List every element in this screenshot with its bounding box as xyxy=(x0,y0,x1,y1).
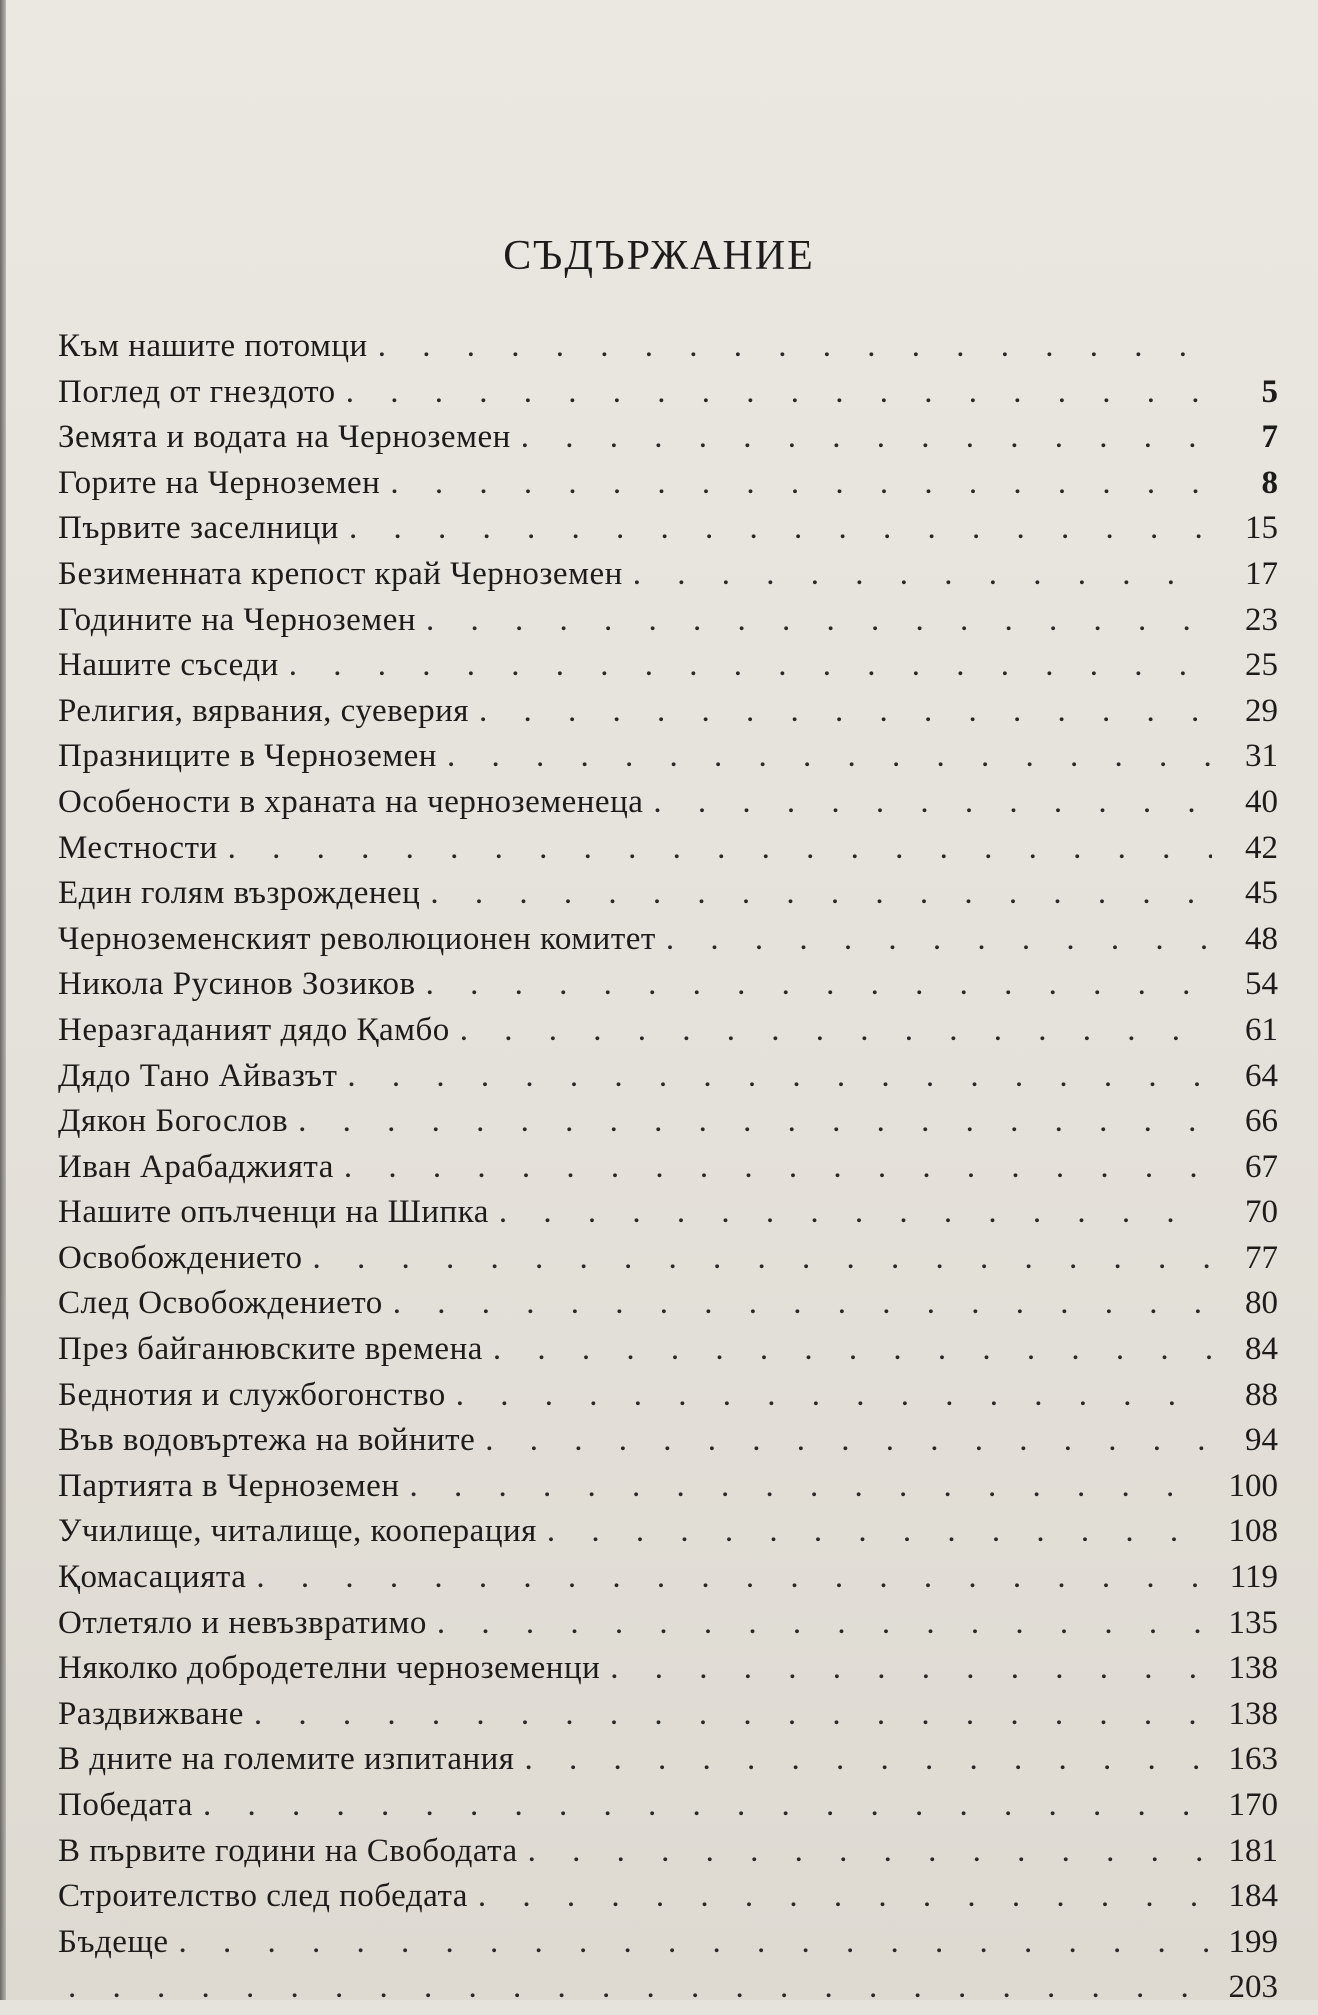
toc-entry xyxy=(58,374,1278,420)
toc-entry-title: Безименната крепост край Черноземен xyxy=(58,555,623,592)
toc-entry-title: Поглед от гнездото xyxy=(58,373,336,410)
toc-entry-title: Отлетяло и невъзвратимо xyxy=(58,1604,427,1641)
toc-entry-title: Нашите опълченци на Шипка xyxy=(58,1194,489,1231)
toc-entry xyxy=(58,693,1278,739)
toc-entry-title: Особености в храната на черноземенеца xyxy=(58,783,644,820)
toc-dot-leader xyxy=(633,556,1212,593)
toc-entry xyxy=(58,1924,1278,1970)
toc-dot-leader xyxy=(298,1103,1212,1140)
toc-entry-page: 42 xyxy=(1245,829,1278,866)
toc-entry xyxy=(58,465,1278,511)
toc-entry-page: 25 xyxy=(1245,647,1278,684)
toc-dot-leader xyxy=(344,1149,1212,1186)
toc-entry xyxy=(58,1285,1278,1331)
toc-entry-page: 70 xyxy=(1245,1194,1278,1231)
toc-entry xyxy=(58,1787,1278,1833)
toc-dot-leader xyxy=(426,602,1212,639)
toc-dot-leader xyxy=(521,419,1212,456)
toc-entry xyxy=(58,602,1278,648)
toc-entry xyxy=(58,1194,1278,1240)
toc-entry-page: 135 xyxy=(1228,1604,1278,1641)
toc-entry xyxy=(58,1468,1278,1514)
toc-entry xyxy=(58,556,1278,602)
toc-dot-leader xyxy=(456,1377,1212,1414)
toc-entry xyxy=(58,1377,1278,1423)
toc-dot-leader xyxy=(479,693,1212,730)
toc-entry-page: 64 xyxy=(1245,1057,1278,1094)
toc-entry-page: 67 xyxy=(1245,1148,1278,1185)
toc-dot-leader xyxy=(203,1787,1212,1824)
toc-entry-title: Неразгаданият дядо Қамбо xyxy=(58,1011,450,1048)
toc-entry-title: Қомасацията xyxy=(58,1559,247,1596)
toc-entry-page: 84 xyxy=(1245,1331,1278,1368)
toc-entry-title: Партията в Черноземен xyxy=(58,1467,400,1504)
toc-entry xyxy=(58,1878,1278,1924)
toc-entry-title: Местности xyxy=(58,829,218,866)
toc-entry-page: 17 xyxy=(1245,555,1278,592)
toc-entry xyxy=(58,647,1278,693)
toc-entry-title: Горите на Черноземен xyxy=(58,464,381,501)
toc-entry-title: Бъдеще xyxy=(58,1923,169,1960)
toc-entry xyxy=(58,1559,1278,1605)
toc-entry-page: 138 xyxy=(1228,1695,1278,1732)
toc-entry-title: Във водовъртежа на войните xyxy=(58,1422,476,1459)
toc-entry-page: 7 xyxy=(1261,419,1278,456)
toc-entry-title: През байганювските времена xyxy=(58,1331,483,1368)
toc-entry-page: 203 xyxy=(1228,1969,1278,2006)
toc-entry xyxy=(58,328,1278,374)
toc-entry-title: Беднотия и службогонство xyxy=(58,1376,446,1413)
toc-entry-title: Строителство след победата xyxy=(58,1878,468,1915)
toc-dot-leader xyxy=(313,1240,1213,1277)
toc-entry-title: Иван Арабаджията xyxy=(58,1148,334,1185)
toc-entry-page: 184 xyxy=(1228,1878,1278,1915)
toc-entry xyxy=(58,419,1278,465)
toc-entry xyxy=(58,1513,1278,1559)
toc-entry-page: 31 xyxy=(1245,738,1278,775)
toc-entry-page: 199 xyxy=(1228,1923,1278,1960)
toc-entry-page: 119 xyxy=(1229,1559,1278,1596)
toc-entry-title: Черноземенският революционен комитет xyxy=(58,920,656,957)
toc-dot-leader xyxy=(289,647,1212,684)
toc-dot-leader xyxy=(393,1285,1212,1322)
toc-entry xyxy=(58,1103,1278,1149)
toc-entry-page: 181 xyxy=(1228,1832,1278,1869)
page-spine-edge xyxy=(0,0,6,2000)
toc-entry-title: Дядо Тано Айвазът xyxy=(58,1057,338,1094)
toc-entry-page: 163 xyxy=(1228,1741,1278,1778)
toc-entry-page: 29 xyxy=(1245,692,1278,729)
table-of-contents xyxy=(58,328,1278,2006)
toc-entry xyxy=(58,966,1278,1012)
toc-dot-leader xyxy=(525,1741,1213,1778)
toc-entry xyxy=(58,1331,1278,1377)
toc-entry-title: Раздвижване xyxy=(58,1695,244,1732)
toc-entry-title: Освобождението xyxy=(58,1239,303,1276)
toc-entry-page: 45 xyxy=(1245,875,1278,912)
toc-dot-leader xyxy=(409,1468,1212,1505)
toc-entry-page: 80 xyxy=(1245,1285,1278,1322)
toc-dot-leader xyxy=(666,921,1212,958)
toc-dot-leader xyxy=(426,966,1212,1003)
toc-dot-leader xyxy=(378,328,1212,365)
toc-dot-leader xyxy=(430,875,1212,912)
toc-entry xyxy=(58,1012,1278,1058)
toc-entry-title: Първите заселници xyxy=(58,510,339,547)
toc-entry-title: Нашите съседи xyxy=(58,647,279,684)
toc-entry-title: В първите години на Свободата xyxy=(58,1832,518,1869)
toc-entry xyxy=(58,1833,1278,1879)
toc-entry xyxy=(58,1696,1278,1742)
toc-entry-page: 170 xyxy=(1228,1787,1278,1823)
toc-dot-leader xyxy=(460,1012,1212,1049)
toc-dot-leader xyxy=(493,1331,1212,1368)
toc-entry-title: След Освобождението xyxy=(58,1285,383,1322)
toc-entry xyxy=(58,1422,1278,1468)
toc-entry xyxy=(58,830,1278,876)
toc-entry-title: Никола Русинов Зозиков xyxy=(58,966,416,1003)
toc-entry-title: Училище, читалище, кооперация xyxy=(58,1513,537,1550)
toc-entry-title: Няколко добродетелни черноземенци xyxy=(58,1650,601,1687)
toc-entry xyxy=(58,1969,1278,2015)
toc-dot-leader xyxy=(347,1058,1212,1095)
toc-entry xyxy=(58,1240,1278,1286)
toc-entry xyxy=(58,1058,1278,1104)
toc-entry-page: 8 xyxy=(1261,464,1278,501)
toc-dot-leader xyxy=(610,1650,1212,1687)
toc-entry-page: 48 xyxy=(1245,920,1278,957)
toc-entry-page: 138 xyxy=(1228,1650,1278,1687)
toc-dot-leader xyxy=(254,1696,1212,1733)
toc-dot-leader xyxy=(179,1924,1212,1961)
toc-entry-page: 5 xyxy=(1261,373,1278,410)
toc-entry xyxy=(58,510,1278,556)
toc-entry-title: Един голям възрожденец xyxy=(58,875,421,912)
toc-entry-page: 54 xyxy=(1245,966,1278,1003)
toc-entry xyxy=(58,1605,1278,1651)
toc-entry-title: Земята и водата на Черноземен xyxy=(58,419,511,456)
toc-entry-page: 88 xyxy=(1245,1376,1278,1413)
toc-entry-title: Религия, вярвания, суеверия xyxy=(58,692,469,729)
toc-dot-leader xyxy=(256,1559,1212,1596)
toc-dot-leader xyxy=(447,738,1212,775)
toc-entry-title: В дните на големите изпитания xyxy=(58,1741,515,1778)
toc-dot-leader xyxy=(228,830,1212,867)
toc-entry xyxy=(58,1650,1278,1696)
toc-entry-page: 23 xyxy=(1245,601,1278,638)
toc-entry-title: Годините на Черноземен xyxy=(58,601,416,638)
toc-dot-leader xyxy=(346,374,1212,411)
page-title: СЪДЪРЖАНИЕ xyxy=(503,233,815,279)
toc-dot-leader xyxy=(528,1833,1212,1870)
toc-dot-leader xyxy=(349,510,1212,547)
toc-entry-title: Към нашите потомци xyxy=(58,328,368,364)
toc-entry xyxy=(58,1149,1278,1195)
toc-dot-leader xyxy=(390,465,1212,502)
toc-entry-page: 100 xyxy=(1228,1467,1278,1504)
toc-entry-page: 40 xyxy=(1245,783,1278,820)
toc-entry-page: 94 xyxy=(1245,1422,1278,1459)
toc-entry-page: 15 xyxy=(1245,510,1278,547)
toc-dot-leader xyxy=(478,1878,1212,1915)
toc-dot-leader xyxy=(653,784,1212,821)
toc-dot-leader xyxy=(68,1969,1212,2006)
toc-entry-title: Дякон Богослов xyxy=(58,1103,289,1140)
toc-entry xyxy=(58,921,1278,967)
toc-dot-leader xyxy=(499,1194,1212,1231)
toc-dot-leader xyxy=(437,1605,1212,1642)
toc-entry xyxy=(58,875,1278,921)
toc-entry-title: Победата xyxy=(58,1787,193,1823)
toc-entry-page: 61 xyxy=(1245,1011,1278,1048)
toc-dot-leader xyxy=(485,1422,1212,1459)
toc-entry-page: 66 xyxy=(1245,1103,1278,1140)
toc-entry-title: Празниците в Черноземен xyxy=(58,738,437,775)
toc-entry-page: 108 xyxy=(1228,1513,1278,1550)
toc-dot-leader xyxy=(547,1513,1212,1550)
toc-entry xyxy=(58,1741,1278,1787)
toc-entry xyxy=(58,784,1278,830)
toc-entry xyxy=(58,738,1278,784)
toc-entry-page: 77 xyxy=(1245,1239,1278,1276)
